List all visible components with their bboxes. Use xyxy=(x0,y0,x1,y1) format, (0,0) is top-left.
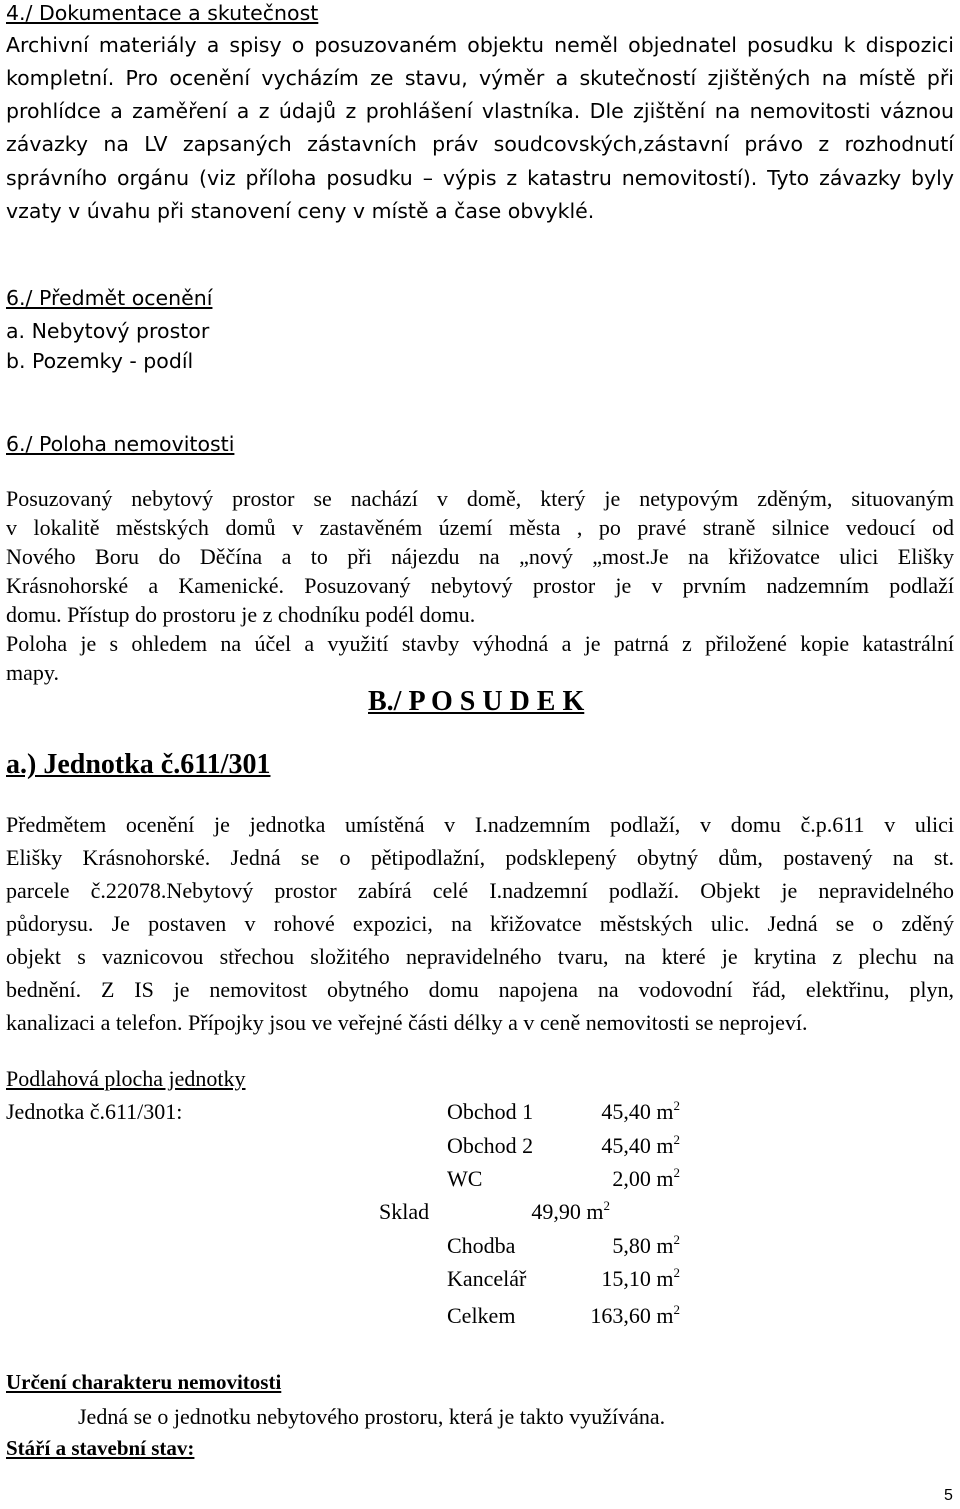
area-row-value: 2,00 $m^2$ xyxy=(612,1165,680,1191)
area-row-value: 5,80 $m^2$ xyxy=(612,1232,680,1258)
paragraph-line: Posuzovaný nebytový prostor se nachází v domě, který je netypovým zděným, situovaným xyxy=(6,486,954,511)
section-heading-location: 6./ Poloha nemovitosti xyxy=(6,432,235,456)
paragraph-line: kanalizaci a telefon. Přípojky jsou ve veřejné části délky a v ceně nemovitosti se neprojeví. xyxy=(6,1010,808,1035)
character-heading: Určení charakteru nemovitosti xyxy=(6,1370,282,1394)
area-row-value: 45,40 $m^2$ xyxy=(601,1098,680,1124)
page-number: 5 xyxy=(944,1487,953,1504)
area-row-value-total: 163,60 $m^2$ xyxy=(590,1302,680,1328)
section-heading-subject: 6./ Předmět ocenění xyxy=(6,286,213,310)
subject-item-b: b. Pozemky - podíl xyxy=(6,349,194,373)
character-text: Jedná se o jednotku nebytového prostoru, která je takto využívána. xyxy=(78,1404,666,1429)
paragraph-line: domu. Přístup do prostoru je z chodníku podél domu. xyxy=(6,602,476,627)
paragraph-line: Krásnohorské a Kamenické. Posuzovaný nebytový prostor je v prvním nadzemním podlaží xyxy=(6,573,954,598)
section-heading-documentation: 4./ Dokumentace a skutečnost xyxy=(6,1,319,25)
area-row-value: 49,90 $m^2$ xyxy=(531,1198,610,1224)
paragraph-line: vzaty v úvahu při stanovení ceny v místě a čase obvyklé. xyxy=(6,199,595,223)
age-heading: Stáří a stavební stav: xyxy=(6,1436,195,1460)
paragraph-line: Nového Boru do Děčína a to při nájezdu na „nový „most.Je na křižovatce ulici Elišky xyxy=(6,544,954,569)
paragraph-line: v lokalitě městských domů v zastavěném území města , po pravé straně silnice vedoucí od xyxy=(6,515,954,540)
paragraph-line: Předmětem ocenění je jednotka umístěná v I.nadzemním podlaží, v domu č.p.611 v ulici xyxy=(6,812,954,837)
area-row-name-total: Celkem xyxy=(447,1303,516,1328)
paragraph-line: závazky na LV zapsaných zástavních práv soudcovských,zástavní právo z rozhodnutí xyxy=(6,132,954,156)
paragraph-line: prohlídce a zaměření a z údajů z prohlášení vlastníka. Dle zjištění na nemovitosti váznou xyxy=(6,99,954,123)
paragraph-line: kompletní. Pro ocenění vycházím ze stavu, výměr a skutečností zjištěných na místě při xyxy=(6,66,954,90)
area-row-value: 15,10 $m^2$ xyxy=(601,1265,680,1291)
paragraph-line: bednění. Z IS je nemovitost obytného domu napojena na vodovodní řád, elektřinu, plyn, xyxy=(6,977,954,1002)
paragraph-line: objekt s vaznicovou střechou složitého nepravidelného tvaru, na které je krytina z plechu na xyxy=(6,944,954,969)
area-row-value: 45,40 $m^2$ xyxy=(601,1132,680,1158)
unit-heading: a.) Jednotka č.611/301 xyxy=(6,749,271,780)
area-row-name: Obchod 2 xyxy=(447,1133,534,1158)
floor-area-unit-label: Jednotka č.611/301: xyxy=(6,1099,183,1124)
opinion-title: B./ P O S U D E K xyxy=(368,686,585,717)
subject-item-a: a. Nebytový prostor xyxy=(6,319,210,343)
paragraph-line: parcele č.22078.Nebytový prostor zabírá celé I.nadzemní podlaží. Objekt je nepravidelného xyxy=(6,878,954,903)
area-row-name: Chodba xyxy=(447,1233,516,1258)
paragraph-line: Elišky Krásnohorské. Jedná se o pětipodlažní, podsklepený obytný dům, postavený na st. xyxy=(6,845,954,870)
paragraph-line: Poloha je s ohledem na účel a využití stavby výhodná a je patrná z přiložené kopie katastrální xyxy=(6,631,954,656)
paragraph-line: Archivní materiály a spisy o posuzovaném objektu neměl objednatel posudku k dispozici xyxy=(6,33,954,57)
paragraph-line: mapy. xyxy=(6,660,59,685)
paragraph-line: půdorysu. Je postaven v rohové expozici, na křižovatce městských ulic. Jedná se o zděný xyxy=(6,911,954,936)
area-row-name: WC xyxy=(447,1166,483,1191)
floor-area-heading: Podlahová plocha jednotky xyxy=(6,1066,246,1091)
paragraph-line: správního orgánu (viz příloha posudku – výpis z katastru nemovitostí). Tyto závazky byly xyxy=(6,166,954,190)
area-row-name: Obchod 1 xyxy=(447,1099,534,1124)
area-row-name: Sklad xyxy=(379,1199,430,1224)
area-row-name: Kancelář xyxy=(447,1266,527,1291)
